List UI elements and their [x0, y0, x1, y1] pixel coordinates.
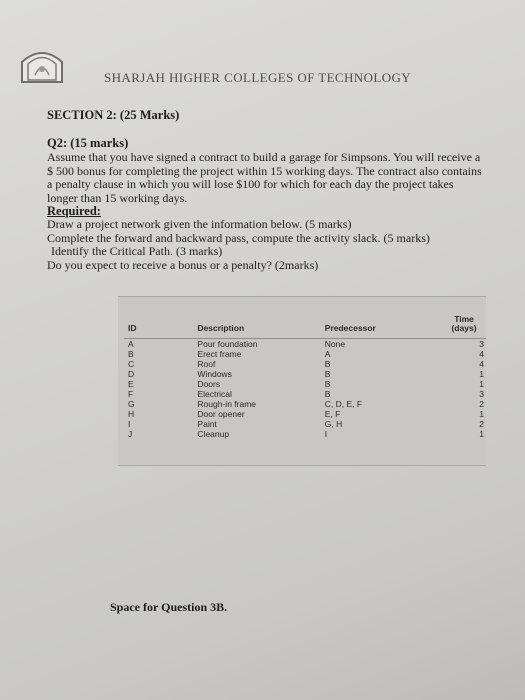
cell-time: 1 — [479, 429, 484, 439]
cell-time: 1 — [479, 379, 484, 389]
question-label: Q2: (15 marks) — [47, 136, 129, 150]
table-row — [124, 429, 486, 439]
task-item: Complete the forward and backward pass, compute the activity slack. (5 marks) — [47, 230, 430, 245]
cell-time: 1 — [479, 369, 484, 379]
college-crest-icon — [18, 42, 66, 86]
cell-description: Erect frame — [197, 349, 242, 359]
header-id: ID — [128, 323, 137, 333]
cell-description: Door opener — [197, 409, 245, 419]
table-row — [124, 339, 486, 350]
table-row — [124, 399, 486, 409]
table-row — [124, 369, 486, 379]
cell-id: J — [128, 429, 133, 439]
cell-predecessor: B — [324, 359, 331, 369]
cell-id: D — [128, 369, 135, 379]
cell-description: Pour foundation — [197, 339, 258, 349]
cell-description: Windows — [197, 369, 232, 379]
cell-description: Cleanup — [197, 429, 230, 439]
college-title: SHARJAH HIGHER COLLEGES OF TECHNOLOGY — [104, 70, 412, 85]
question-body: Assume that you have signed a contract to build a garage for Simpsons. You will receive a $ 500 bonus for completing the project within 15 working days. The contract also contains a penalty clause in which you will lose $100 for which for each day the project takes longer than 15 working days. — [47, 150, 482, 205]
cell-predecessor: E, F — [324, 409, 341, 419]
task-list — [47, 218, 430, 272]
cell-description: Electrical — [197, 389, 232, 399]
cell-description: Roof — [197, 359, 216, 369]
cell-id: E — [128, 379, 134, 389]
task-item: Draw a project network given the information below. (5 marks) — [47, 217, 352, 231]
table-header-row — [124, 305, 486, 335]
cell-id: B — [128, 349, 134, 359]
cell-description: Paint — [197, 419, 217, 429]
header-time-line1: Time — [454, 314, 474, 324]
cell-time: 4 — [479, 349, 484, 359]
header-predecessor: Predecessor — [324, 323, 376, 333]
cell-predecessor: A — [324, 349, 331, 359]
required-heading: Required: — [47, 204, 101, 218]
table-row — [124, 349, 486, 359]
cell-time: 3 — [479, 389, 484, 399]
header-time-line2: (days) — [451, 323, 477, 333]
cell-time: 3 — [479, 339, 484, 349]
header-time — [444, 305, 486, 335]
cell-predecessor: B — [324, 369, 331, 379]
header-description: Description — [197, 323, 245, 333]
cell-description: Rough-in frame — [197, 399, 257, 409]
section-title: SECTION 2: (25 Marks) — [47, 108, 180, 122]
cell-predecessor: B — [324, 389, 331, 399]
activity-table — [124, 305, 486, 439]
cell-predecessor: None — [324, 339, 346, 349]
cell-id: I — [128, 419, 131, 429]
cell-description: Doors — [197, 379, 221, 389]
cell-time: 2 — [479, 399, 484, 409]
cell-predecessor: G, H — [324, 419, 343, 429]
cell-id: G — [128, 399, 135, 409]
cell-predecessor: C, D, E, F — [324, 399, 363, 409]
cell-predecessor: B — [324, 379, 331, 389]
task-item: Do you expect to receive a bonus or a penalty? (2marks) — [47, 257, 319, 272]
space-for-question-label: Space for Question 3B. — [110, 600, 228, 614]
table-row — [124, 409, 486, 419]
cell-time: 2 — [479, 419, 484, 429]
table-row — [124, 389, 486, 399]
cell-id: H — [128, 409, 135, 419]
table-row — [124, 419, 486, 429]
table-row — [124, 379, 486, 389]
cell-id: A — [128, 339, 134, 349]
task-item: Identify the Critical Path. (3 marks) — [51, 244, 223, 258]
cell-predecessor: I — [324, 429, 328, 439]
cell-id: F — [128, 389, 134, 399]
activity-table-panel — [118, 296, 486, 466]
table-row — [124, 359, 486, 369]
cell-id: C — [128, 359, 135, 369]
cell-time: 4 — [479, 359, 484, 369]
cell-time: 1 — [479, 409, 484, 419]
